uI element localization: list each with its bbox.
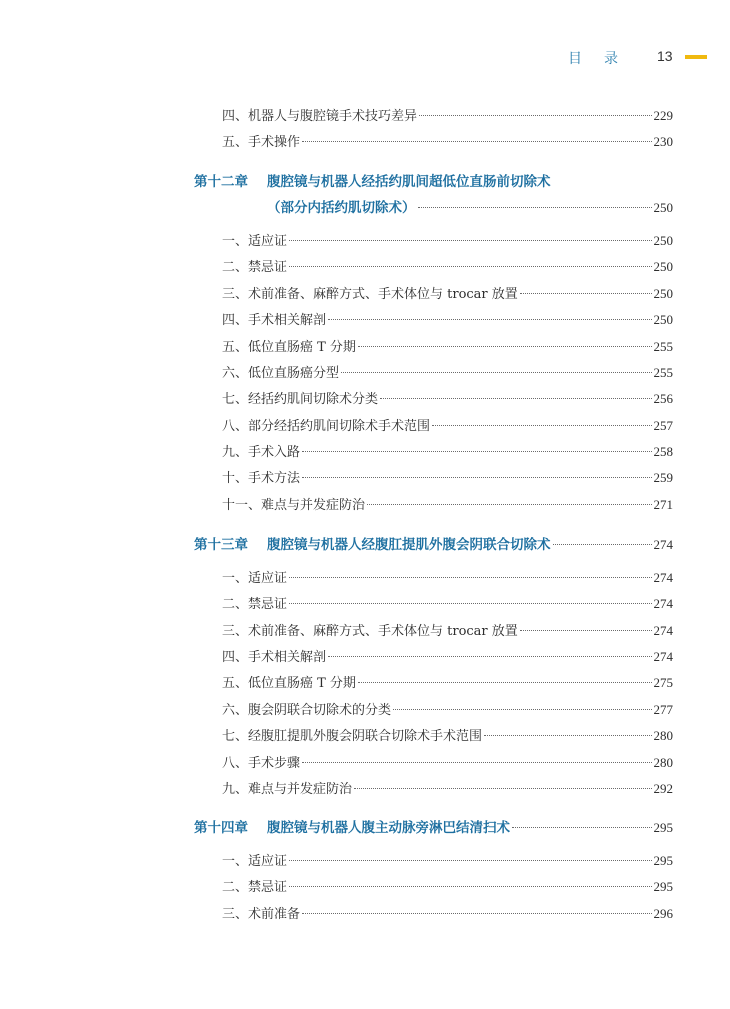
toc-section-label: 三、术前准备、麻醉方式、手术体位与 trocar 放置 xyxy=(222,287,518,302)
toc-section-label: 三、术前准备、麻醉方式、手术体位与 trocar 放置 xyxy=(222,624,518,639)
chapter-number: 第十四章 xyxy=(194,820,248,836)
toc-section-label: 四、手术相关解剖 xyxy=(222,650,327,665)
dot-leader xyxy=(553,544,652,545)
toc-page-number: 250 xyxy=(653,286,673,301)
dot-leader xyxy=(302,141,651,142)
toc-section-label: 八、手术步骤 xyxy=(222,756,301,771)
toc-section-entry[interactable] xyxy=(222,363,673,383)
header-title-char: 录 xyxy=(604,51,618,67)
toc-section-entry[interactable] xyxy=(222,442,673,462)
toc-section-entry[interactable] xyxy=(222,132,673,152)
dot-leader xyxy=(520,293,652,294)
toc-page-number: 250 xyxy=(653,259,673,274)
toc-section-label: 二、禁忌证 xyxy=(222,880,288,895)
toc-section-label: 二、禁忌证 xyxy=(222,260,288,275)
toc-section-entry[interactable] xyxy=(222,904,673,924)
dot-leader xyxy=(302,913,651,914)
toc-page-number: 274 xyxy=(653,623,673,638)
toc-section-label: 十、手术方法 xyxy=(222,471,301,486)
toc-page-number: 274 xyxy=(653,537,673,552)
toc-page-number: 296 xyxy=(653,906,673,921)
dot-leader xyxy=(418,207,652,208)
chapter-number: 第十二章 xyxy=(194,174,248,190)
toc-page-number: 255 xyxy=(653,339,673,354)
dot-leader xyxy=(358,346,652,347)
toc-page-number: 280 xyxy=(653,755,673,770)
toc-page-number: 250 xyxy=(653,200,673,215)
dot-leader xyxy=(432,425,651,426)
chapter-subtitle: （部分内括约肌切除术） xyxy=(267,200,416,216)
dot-leader xyxy=(328,656,651,657)
toc-section-label: 一、适应证 xyxy=(222,571,288,586)
toc-page-number: 257 xyxy=(653,418,673,433)
dot-leader xyxy=(289,577,651,578)
toc-page-number: 259 xyxy=(653,470,673,485)
toc-section-entry[interactable] xyxy=(222,779,673,799)
toc-section-entry[interactable] xyxy=(222,337,673,357)
toc-page-number: 274 xyxy=(653,649,673,664)
toc-section-label: 八、部分经括约肌间切除术手术范围 xyxy=(222,419,431,434)
dot-leader xyxy=(302,762,651,763)
toc-section-entry[interactable] xyxy=(222,673,673,693)
dot-leader xyxy=(354,788,651,789)
dot-leader xyxy=(328,319,651,320)
toc-section-label: 七、经腹肛提肌外腹会阴联合切除术手术范围 xyxy=(222,729,483,744)
toc-page-number: 255 xyxy=(653,365,673,380)
toc-page-number: 274 xyxy=(653,570,673,585)
toc-section-entry[interactable] xyxy=(222,753,673,773)
chapter-title: 腹腔镜与机器人腹主动脉旁淋巴结清扫术 xyxy=(267,820,510,836)
dot-leader xyxy=(289,860,651,861)
toc-section-label: 十一、难点与并发症防治 xyxy=(222,498,366,513)
toc-page-number: 258 xyxy=(653,444,673,459)
toc-section-entry[interactable] xyxy=(222,416,673,436)
dot-leader xyxy=(484,735,651,736)
toc-section-label: 一、适应证 xyxy=(222,854,288,869)
toc-section-label: 六、低位直肠癌分型 xyxy=(222,366,340,381)
toc-section-entry[interactable] xyxy=(222,389,673,409)
toc-page-number: 292 xyxy=(653,781,673,796)
toc-page-number: 280 xyxy=(653,728,673,743)
toc-page-number: 295 xyxy=(653,879,673,894)
dot-leader xyxy=(380,398,651,399)
toc-section-label: 五、低位直肠癌 T 分期 xyxy=(222,676,356,691)
toc-section-label: 一、适应证 xyxy=(222,234,288,249)
toc-section-label: 九、手术入路 xyxy=(222,445,301,460)
toc-page-number: 295 xyxy=(653,853,673,868)
chapter-number: 第十三章 xyxy=(194,537,248,553)
toc-section-entry[interactable] xyxy=(222,700,673,720)
dot-leader xyxy=(512,827,652,828)
toc-section-entry[interactable] xyxy=(222,594,673,614)
chapter-title: 腹腔镜与机器人经腹肛提肌外腹会阴联合切除术 xyxy=(267,537,551,553)
toc-page-number: 274 xyxy=(653,596,673,611)
toc-section-entry[interactable] xyxy=(222,106,673,126)
toc-section-label: 五、低位直肠癌 T 分期 xyxy=(222,340,356,355)
toc-page-number: 250 xyxy=(653,312,673,327)
toc-section-label: 六、腹会阴联合切除术的分类 xyxy=(222,703,392,718)
toc-section-entry[interactable] xyxy=(222,257,673,277)
toc-page-number: 295 xyxy=(653,820,673,835)
toc-page-number: 277 xyxy=(653,702,673,717)
header-title-char: 目 xyxy=(568,51,582,67)
toc-section-entry[interactable] xyxy=(222,726,673,746)
toc-chapter-13-heading[interactable] xyxy=(194,535,673,555)
dot-leader xyxy=(302,477,651,478)
toc-chapter-12-subtitle[interactable] xyxy=(267,198,673,218)
toc-page-number: 250 xyxy=(653,233,673,248)
page-number: 13 xyxy=(657,48,673,64)
dot-leader xyxy=(341,372,651,373)
toc-section-label: 二、禁忌证 xyxy=(222,597,288,612)
dot-leader xyxy=(289,240,651,241)
toc-section-entry[interactable] xyxy=(222,231,673,251)
toc-section-entry[interactable] xyxy=(222,568,673,588)
toc-section-entry[interactable] xyxy=(222,851,673,871)
toc-section-entry[interactable] xyxy=(222,877,673,897)
toc-section-entry[interactable] xyxy=(222,468,673,488)
toc-section-label: 九、难点与并发症防治 xyxy=(222,782,353,797)
toc-section-entry[interactable] xyxy=(222,284,673,304)
toc-section-label: 四、机器人与腹腔镜手术技巧差异 xyxy=(222,109,418,124)
dot-leader xyxy=(367,504,651,505)
toc-page-number: 275 xyxy=(653,675,673,690)
toc-page-number: 229 xyxy=(653,108,673,123)
chapter-title: 腹腔镜与机器人经括约肌间超低位直肠前切除术 xyxy=(267,174,551,190)
dot-leader xyxy=(289,603,651,604)
toc-section-label: 三、术前准备 xyxy=(222,907,301,922)
dot-leader xyxy=(520,630,652,631)
dot-leader xyxy=(419,115,651,116)
dot-leader xyxy=(302,451,651,452)
toc-section-label: 五、手术操作 xyxy=(222,135,301,150)
toc-page-number: 230 xyxy=(653,134,673,149)
toc-section-label: 四、手术相关解剖 xyxy=(222,313,327,328)
toc-page-number: 271 xyxy=(653,497,673,512)
dot-leader xyxy=(358,682,652,683)
toc-section-entry[interactable] xyxy=(222,621,673,641)
toc-section-entry[interactable] xyxy=(222,647,673,667)
toc-section-label: 七、经括约肌间切除术分类 xyxy=(222,392,379,407)
dot-leader xyxy=(393,709,651,710)
toc-section-entry[interactable] xyxy=(222,310,673,330)
toc-chapter-12-heading[interactable] xyxy=(194,172,673,192)
dot-leader xyxy=(289,266,651,267)
dot-leader xyxy=(289,886,651,887)
toc-page-number: 256 xyxy=(653,391,673,406)
toc-section-entry[interactable] xyxy=(222,495,673,515)
toc-chapter-14-heading[interactable] xyxy=(194,818,673,838)
